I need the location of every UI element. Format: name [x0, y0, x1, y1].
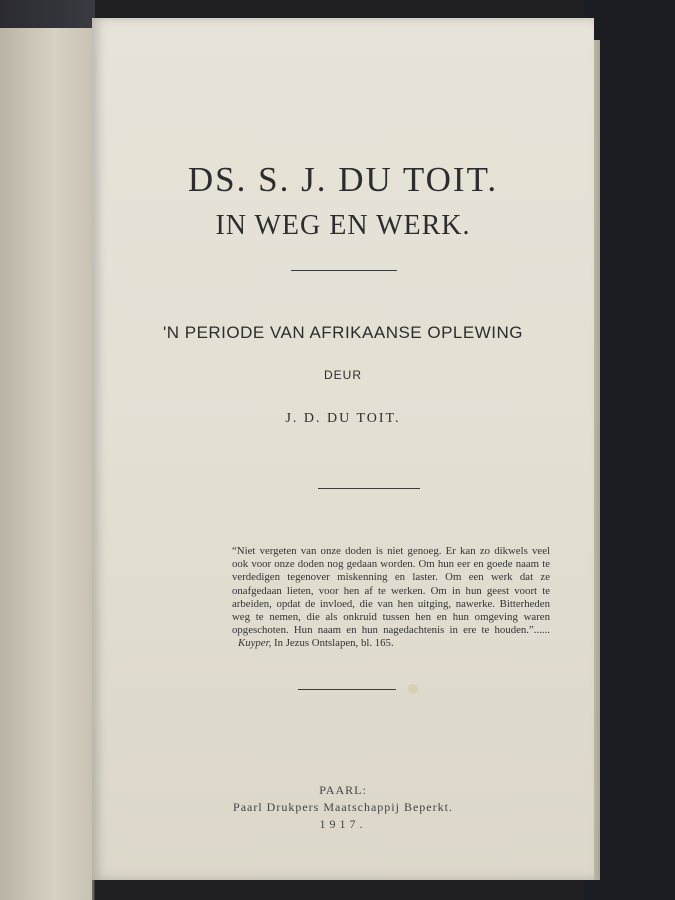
divider-rule — [318, 488, 420, 489]
epigraph-author: Kuyper, — [238, 637, 272, 650]
left-page-edge — [0, 28, 94, 900]
divider-rule — [291, 270, 397, 271]
author-name: J. D. DU TOIT. — [285, 411, 401, 426]
epigraph — [232, 545, 550, 651]
publisher-place: PAARL: — [319, 783, 367, 797]
publication-year: 1917. — [319, 817, 367, 831]
divider-rule — [298, 689, 396, 690]
book-title: DS. S. J. DU TOIT. — [187, 160, 499, 199]
page-stain — [408, 684, 418, 694]
publisher-name: Paarl Drukpers Maatschappij Beperkt. — [233, 800, 453, 814]
book-subtitle: IN WEG EN WERK. — [215, 210, 471, 241]
period-subtitle: 'N PERIODE VAN AFRIKAANSE OPLEWING — [162, 323, 523, 342]
byline: DEUR — [323, 368, 362, 382]
epigraph-text: “Niet vergeten van onze doden is niet genoeg. Er kan zo dikwels veel ook voor onze doden nog gedaan worden. Om hun eer en goede naam te verdedigen tegenover miskenning en laster. Om een werk dat ze onafgedaan lieten, voor hen af te werken. Om in hun geest voort te arbeiden, opdat de invloed, die van hen uitging, nawerke. Bitterheden weg te nemen, die als onkruid tussen hen en hun omgeving waren opgeschoten. Hun naam en hun nagedachtenis in ere te houden.”...... — [232, 545, 550, 637]
title-page — [92, 18, 594, 880]
epigraph-source: In Jezus Ontslapen, bl. 165. — [274, 637, 394, 650]
